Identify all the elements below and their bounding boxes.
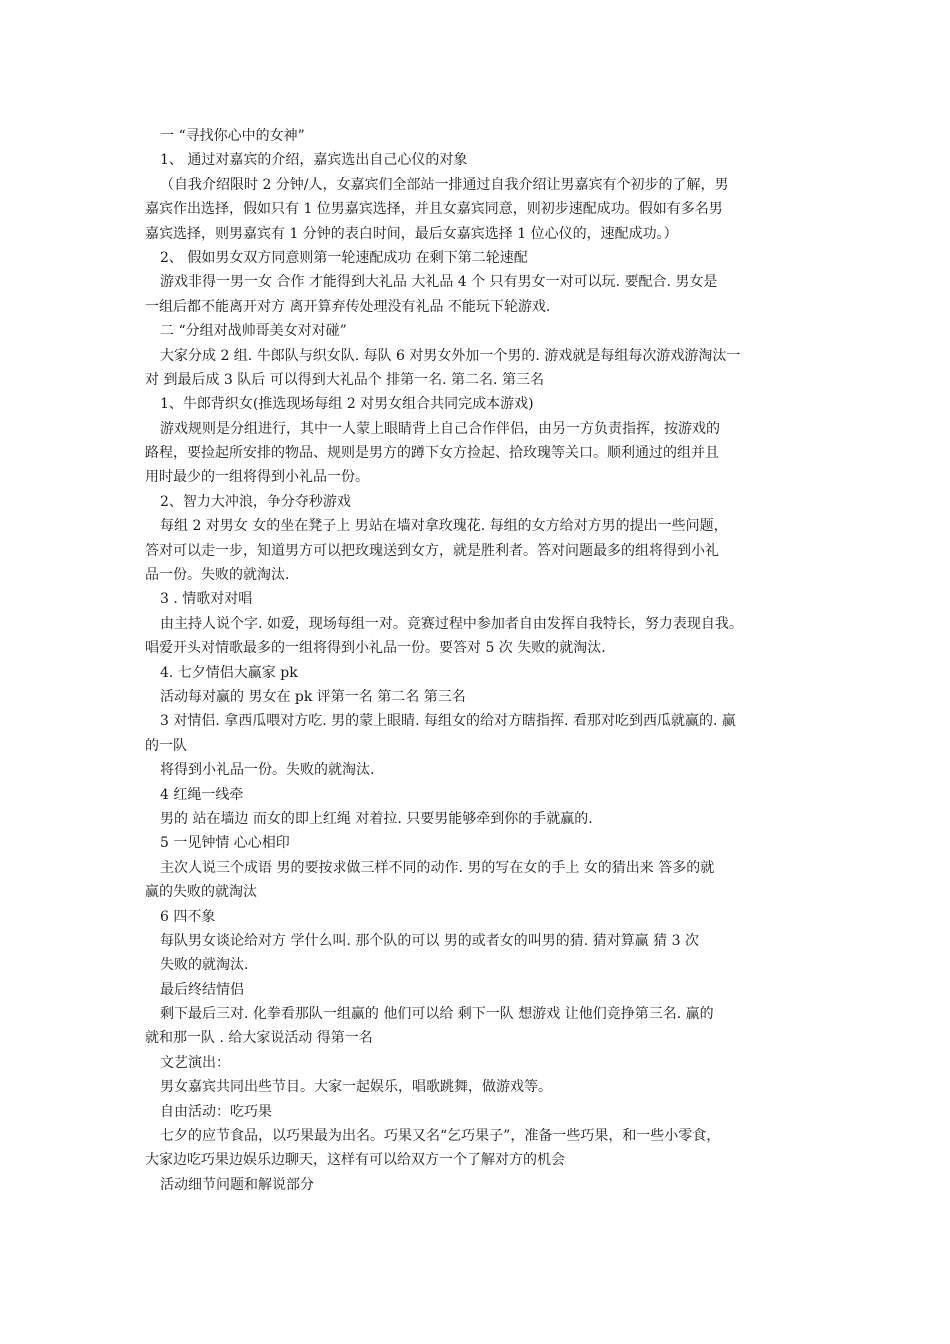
text-line: 男的 站在墙边 而女的即上红绳 对着拉. 只要男能够牵到你的手就赢的. [160, 810, 593, 827]
document-body [145, 124, 825, 1197]
text-line: 1、牛郎背织女(推选现场每组 2 对男女组合共同完成本游戏) [160, 396, 534, 413]
text-line: 二 “分组对战帅哥美女对对碰” [160, 323, 347, 340]
text-line: 嘉宾选择，则男嘉宾有 1 分钟的表白时间，最后女嘉宾选择 1 位心仪的，速配成功。） [145, 225, 678, 242]
text-line: 赢的失败的就淘汰 [145, 884, 257, 901]
text-line: 将得到小礼品一份。失败的就淘汰. [160, 762, 375, 779]
text-line: 4 红绳一线牵 [160, 786, 244, 803]
text-line: 大家边吃巧果边娱乐边聊天，这样有可以给双方一个了解对方的机会 [145, 1152, 565, 1169]
text-line: 一 “寻找你心中的女神” [160, 128, 305, 144]
text-line: 一组后都不能离开对方 离开算弃传处理没有礼品 不能玩下轮游戏. [145, 298, 551, 315]
text-line: 路程，要捡起所安排的物品、规则是男方的蹲下女方捡起、拾玫瑰等关口。顺利通过的组并且 [145, 445, 719, 462]
text-line: 就和那一队 . 给大家说活动 得第一名 [145, 1030, 373, 1047]
text-line: 唱爱开头对情歌最多的一组将得到小礼品一份。要答对 5 次 失败的就淘汰. [145, 640, 606, 657]
text-line: 剩下最后三对. 化拳看那队一组赢的 他们可以给 剩下一队 想游戏 让他们竞挣第三名. 赢的 [160, 1006, 714, 1023]
text-line: 活动每对赢的 男女在 pk 评第一名 第二名 第三名 [160, 688, 466, 705]
text-line: 主次人说三个成语 男的要按求做三样不同的动作. 男的写在女的手上 女的猜出来 答多的就 [160, 859, 715, 876]
text-line: 由主持人说个字. 如爱，现场每组一对。竞赛过程中参加者自由发挥自我特长，努力表现自我。 [160, 615, 743, 632]
text-line: （自我介绍限时 2 分钟/人，女嘉宾们全部站一排通过自我介绍让男嘉宾有个初步的了解，男 [160, 176, 729, 193]
text-line: 活动细节问题和解说部分 [160, 1176, 314, 1193]
text-line: 游戏规则是分组进行，其中一人蒙上眼睛背上自己合作伴侣，由另一方负责指挥，按游戏的 [160, 420, 720, 437]
text-line: 品一份。失败的就淘汰. [145, 567, 290, 584]
text-line: 嘉宾作出选择，假如只有 1 位男嘉宾选择，并且女嘉宾同意，则初步速配成功。假如有多名男 [145, 201, 723, 218]
text-line: 4. 七夕情侣大赢家 pk [160, 664, 298, 681]
text-line: 大家分成 2 组. 牛郎队与织女队. 每队 6 对男女外加一个男的. 游戏就是每组每次游戏游淘汰一 [160, 347, 741, 364]
text-line: 2、智力大冲浪，争分夺秒游戏 [160, 493, 351, 510]
text-line: 2、 假如男女双方同意则第一轮速配成功 在剩下第二轮速配 [160, 249, 528, 266]
text-line: 游戏非得一男一女 合作 才能得到大礼品 大礼品 4 个 只有男女一对可以玩. 要配合. 男女是 [160, 274, 718, 291]
text-line: 用时最少的一组将得到小礼品一份。 [145, 469, 369, 486]
text-line: 1、 通过对嘉宾的介绍，嘉宾选出自己心仪的对象 [160, 152, 468, 169]
text-line: 5 一见钟情 心心相印 [160, 835, 290, 852]
text-line: 失败的就淘汰. [160, 957, 249, 974]
text-line: 最后终结情侣 [160, 981, 244, 998]
text-line: 每组 2 对男女 女的坐在凳子上 男站在墙对拿玫瑰花. 每组的女方给对方男的提出一些问题， [160, 518, 728, 535]
text-line: 6 四不象 [160, 908, 216, 925]
text-line: 3 . 情歌对对唱 [160, 591, 253, 608]
text-line: 七夕的应节食品，以巧果最为出名。巧果又名“乞巧果子”，准备一些巧果，和一些小零食， [160, 1128, 721, 1145]
text-line: 答对可以走一步，知道男方可以把玫瑰送到女方，就是胜利者。答对问题最多的组将得到小礼 [145, 542, 719, 559]
text-line: 的一队 [145, 737, 187, 754]
text-line: 每队男女谈论给对方 学什么叫. 那个队的可以 男的或者女的叫男的猜. 猜对算赢 猜 3 次 [160, 932, 699, 949]
text-line: 男女嘉宾共同出些节目。大家一起娱乐，唱歌跳舞，做游戏等。 [160, 1079, 552, 1096]
text-line: 对 到最后成 3 队后 可以得到大礼品个 排第一名. 第二名. 第三名 [145, 371, 544, 388]
text-line: 文艺演出： [160, 1054, 230, 1071]
text-line: 自由活动：吃巧果 [160, 1103, 272, 1120]
text-line: 3 对情侣. 拿西瓜喂对方吃. 男的蒙上眼睛. 每组女的给对方瞎指挥. 看那对吃到西瓜就赢的. 赢 [160, 713, 736, 730]
